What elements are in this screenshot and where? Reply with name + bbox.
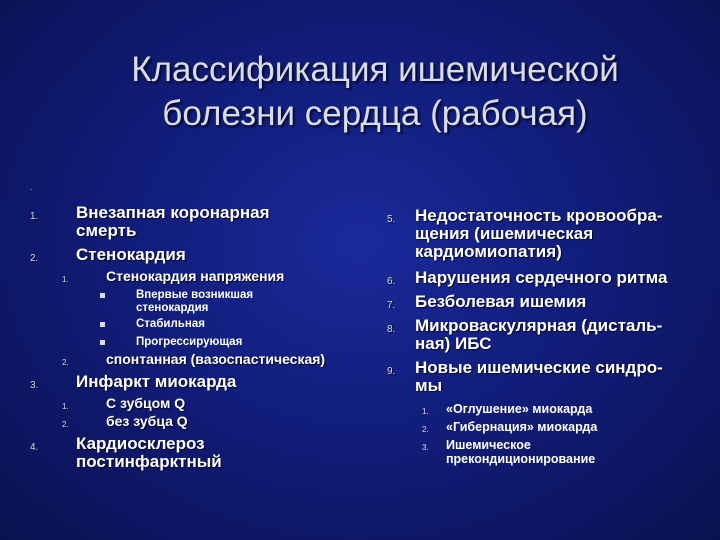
item-number: 8. — [387, 324, 396, 335]
bullet-text: Прогрессирующая — [136, 336, 243, 348]
item-text-line-2: мы — [415, 376, 443, 395]
item-text-line-1: Недостаточность кровообра- — [415, 206, 663, 225]
list-item-microvascular — [387, 316, 663, 353]
item-number: 2. — [30, 253, 39, 264]
item-number: 3. — [422, 443, 429, 452]
item-number: 3. — [30, 380, 39, 391]
list-item-new-syndromes — [387, 358, 663, 395]
item-number: 4. — [30, 442, 39, 453]
item-text-line-3: кардиомиопатия) — [415, 242, 562, 261]
item-text-line-2: постинфарктный — [76, 452, 222, 471]
square-bullet-icon — [100, 340, 105, 345]
item-text-line-1: Ишемическое — [446, 438, 531, 452]
bullet-text-line-2: стенокардия — [136, 301, 209, 314]
stray-marker: . — [30, 183, 33, 192]
item-text: без зубца Q — [106, 413, 188, 429]
item-number: 7. — [387, 300, 396, 311]
list-item-sudden-death — [30, 203, 270, 240]
item-text: Стенокардия напряжения — [106, 268, 285, 284]
item-text-line-2: прекондиционирование — [446, 452, 596, 466]
item-number: 9. — [387, 366, 396, 377]
item-text-line-1: Кардиосклероз — [76, 434, 205, 453]
list-item-q-wave — [62, 395, 186, 411]
list-item-cardiosclerosis — [30, 434, 222, 471]
list-item-non-q-wave — [62, 413, 188, 429]
item-text: спонтанная (вазоспастическая) — [106, 351, 326, 367]
title-line-1: Классификация ишемической — [131, 50, 619, 89]
list-item-vasospastic-angina — [62, 351, 326, 367]
list-item-arrhythmia — [387, 268, 668, 287]
bullet-item-stable — [136, 318, 205, 331]
bullet-item-new-onset — [136, 289, 253, 314]
title-line-2: болезни сердца (рабочая) — [162, 94, 588, 133]
item-text-line-1: Стенокардия — [76, 245, 186, 264]
item-text-line-2: смерть — [76, 221, 137, 240]
item-number: 1. — [422, 407, 429, 416]
list-item-heart-failure — [387, 206, 663, 261]
square-bullet-icon — [100, 322, 105, 327]
item-number: 2. — [62, 358, 69, 367]
item-text-line-2: щения (ишемическая — [415, 224, 594, 243]
bullet-text: Стабильная — [136, 318, 205, 330]
list-item-exertional-angina — [62, 268, 285, 284]
item-number: 2. — [422, 425, 429, 434]
item-text-line-1: Инфаркт миокарда — [76, 372, 237, 391]
item-text-line-1: Микроваскулярная (дисталь- — [415, 316, 663, 335]
item-text-line-2: ная) ИБС — [415, 334, 492, 353]
bullet-text-line-1: Впервые возникшая — [136, 289, 254, 301]
sub-item-hibernation — [422, 420, 598, 434]
item-text-line-1: Нарушения сердечного ритма — [415, 268, 668, 287]
item-text: С зубцом Q — [106, 395, 186, 411]
list-item-myocardial-infarction — [30, 372, 237, 391]
item-number: 1. — [62, 402, 69, 411]
square-bullet-icon — [100, 293, 105, 298]
item-text-line-1: Внезапная коронарная — [76, 203, 270, 222]
item-number: 5. — [387, 214, 396, 225]
item-number: 1. — [62, 275, 69, 284]
list-item-silent-ischemia — [387, 292, 587, 311]
list-item-angina — [30, 245, 186, 264]
item-text-line-1: Безболевая ишемия — [415, 292, 587, 311]
item-text: «Гибернация» миокарда — [446, 420, 598, 434]
item-number: 2. — [62, 420, 69, 429]
sub-item-stunning — [422, 402, 593, 416]
item-text-line-1: Новые ишемические синдро- — [415, 358, 663, 377]
bullet-item-progressive — [136, 336, 242, 349]
slide-title — [60, 48, 690, 136]
item-number: 1. — [30, 211, 39, 222]
sub-item-preconditioning — [422, 438, 596, 466]
item-text: «Оглушение» миокарда — [446, 402, 593, 416]
item-number: 6. — [387, 276, 396, 287]
